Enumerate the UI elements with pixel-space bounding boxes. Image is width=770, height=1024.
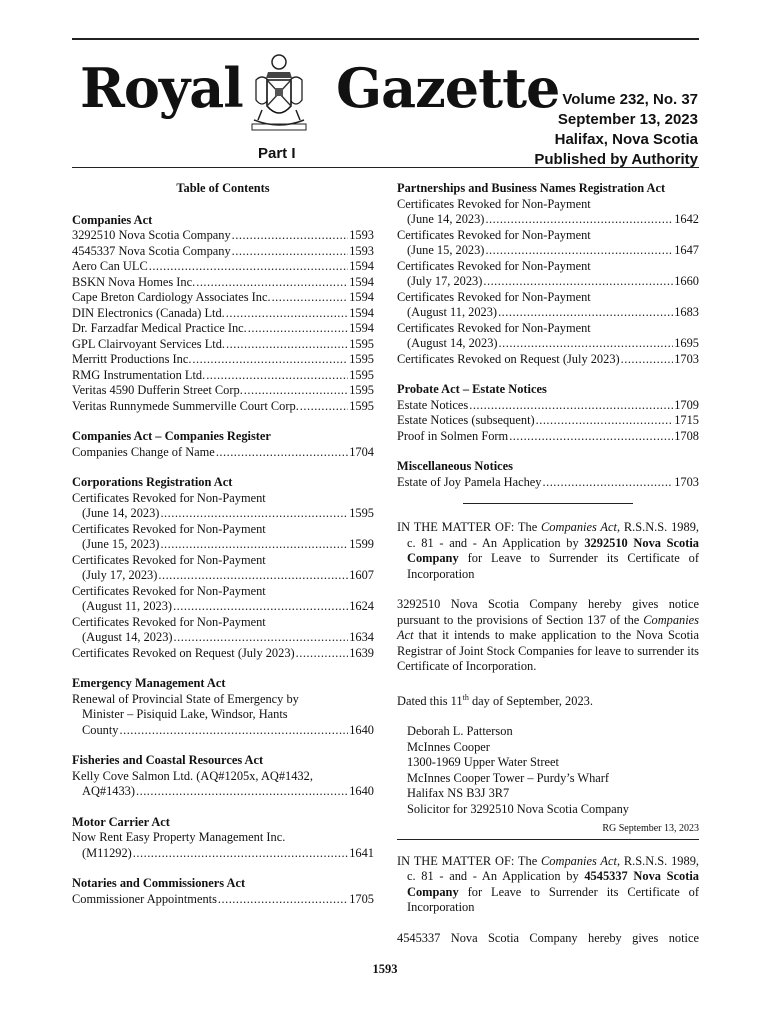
toc-entry-title: GPL Clairvoyant Services Ltd. [72, 336, 226, 351]
toc-page-number: 1708 [674, 428, 699, 443]
dot-leader [483, 274, 673, 290]
toc-entry[interactable] [397, 398, 699, 414]
toc-entry-title: Companies Change of Name [72, 444, 215, 459]
dot-leader [232, 228, 349, 244]
toc-entry[interactable] [72, 275, 374, 291]
toc-entry-label: Certificates Revoked for Non-Payment [72, 583, 266, 598]
toc-page-number: 1607 [349, 568, 374, 582]
toc-page-number: 1634 [349, 630, 374, 644]
toc-page-number: 1624 [349, 599, 374, 613]
dot-leader [469, 398, 673, 414]
dot-leader [244, 383, 348, 399]
dot-leader [160, 506, 348, 522]
toc-entry-label: Certificates Revoked for Non-Payment [397, 227, 591, 242]
toc-page-number: 1594 [349, 274, 374, 289]
toc-entry-title: Merritt Productions Inc. [72, 352, 192, 366]
dot-leader [218, 892, 348, 908]
volume-number: Volume 232, No. 37 [562, 91, 698, 108]
dot-leader [196, 275, 348, 291]
masthead-top-rule [72, 38, 699, 40]
address-line: 1300-1969 Upper Water Street [407, 755, 559, 770]
dot-leader [248, 321, 348, 337]
toc-entry-label: Certificates Revoked for Non-Payment [397, 289, 591, 304]
toc-entry-title: Dr. Farzadfar Medical Practice Inc. [72, 321, 247, 335]
dot-leader [232, 244, 349, 260]
toc-entry[interactable] [72, 630, 374, 646]
toc-entry[interactable] [72, 244, 374, 260]
toc-heading-register: Companies Act – Companies Register [72, 429, 271, 443]
toc-entry[interactable] [72, 599, 374, 615]
dot-leader [300, 399, 348, 415]
toc-entry-title: (August 14, 2023) [82, 630, 173, 644]
toc-entry[interactable] [72, 892, 374, 908]
toc-entry-title: (June 15, 2023) [407, 243, 485, 257]
toc-entry-title: BSKN Nova Homes Inc. [72, 274, 196, 289]
toc-probate-list [397, 398, 699, 445]
toc-entry-label: Certificates Revoked for Non-Payment [72, 521, 266, 536]
toc-entry-title: DIN Electronics (Canada) Ltd. [72, 305, 225, 320]
notice1-address [397, 724, 699, 817]
toc-entry[interactable] [72, 259, 374, 275]
notice1-rg-date: RG September 13, 2023 [602, 823, 699, 835]
dot-leader [160, 537, 348, 553]
toc-entry[interactable] [72, 445, 374, 461]
toc-entry-title: Commissioner Appointments [72, 891, 217, 906]
coat-of-arms-icon [246, 50, 312, 140]
toc-page-number: 1594 [349, 305, 374, 320]
toc-page-number: 1683 [674, 305, 699, 319]
toc-page-number: 1593 [349, 243, 374, 258]
section-divider [463, 503, 633, 504]
dot-leader [173, 599, 348, 615]
notice1-matter: IN THE MATTER OF: The Companies Act, R.S.N.S. 1989, c. 81 - and - An Application by 3292510 Nova Scotia Company for Leave to Surrender its Certificate of Incorporation [397, 520, 699, 581]
toc-heading-emergency: Emergency Management Act [72, 676, 226, 690]
toc-page-number: 1709 [674, 397, 699, 412]
dot-leader [226, 337, 348, 353]
toc-entry[interactable] [397, 305, 699, 321]
toc-page-number: 1594 [349, 290, 374, 304]
toc-entry[interactable] [72, 368, 374, 384]
toc-page-number: 1595 [349, 506, 374, 520]
masthead-word-royal: Royal [80, 56, 243, 120]
toc-entry[interactable]: AQ#1433) ..... 1640 [72, 784, 374, 800]
toc-heading-notaries: Notaries and Commissioners Act [72, 876, 246, 890]
toc-entry[interactable] [72, 290, 374, 306]
toc-entry[interactable] [72, 568, 374, 584]
published-by: Published by Authority [534, 151, 698, 168]
toc-page-number: 1595 [349, 383, 374, 397]
address-line: McInnes Cooper Tower – Purdy’s Wharf [407, 770, 610, 785]
toc-corporations-list [72, 491, 374, 646]
toc-entry-label: Certificates Revoked for Non-Payment [72, 614, 266, 629]
toc-entry[interactable]: Certificates Revoked on Request (July 2023) ..... 1703 [397, 352, 699, 368]
toc-page-number: 1705 [349, 891, 374, 906]
dot-leader [485, 212, 673, 228]
toc-entry-title: (June 14, 2023) [82, 506, 160, 520]
toc-entry-title: Cape Breton Cardiology Associates Inc. [72, 290, 271, 304]
toc-heading-probate: Probate Act – Estate Notices [397, 382, 547, 396]
toc-entry-title: Estate Notices [397, 397, 469, 412]
address-line: McInnes Cooper [407, 739, 490, 754]
toc-entry[interactable]: County ..... 1640 [72, 723, 374, 739]
toc-entry-label: Certificates Revoked for Non-Payment [397, 258, 591, 273]
dot-leader [206, 368, 348, 384]
toc-heading-partnerships: Partnerships and Business Names Registration Act [397, 181, 666, 195]
toc-heading-fisheries: Fisheries and Coastal Resources Act [72, 753, 264, 767]
toc-entry-text: Minister – Pisiquid Lake, Windsor, Hants [82, 707, 288, 721]
address-line: Deborah L. Patterson [407, 724, 513, 739]
toc-entry-title: RMG Instrumentation Ltd. [72, 367, 206, 382]
dot-leader [174, 630, 349, 646]
toc-entry-title: (June 15, 2023) [82, 537, 160, 551]
toc-entry[interactable] [72, 228, 374, 244]
toc-page-number: 1594 [349, 321, 374, 335]
notice1-body: 3292510 Nova Scotia Company hereby gives notice pursuant to the provisions of Section 137 of the Companies Act that it intends to make application to the Nova Scotia Registrar of Joint Stock Companies for leave to surrender its Certificate of Incorporation. [397, 597, 699, 673]
toc-page-number: 1703 [674, 474, 699, 489]
dot-leader [272, 290, 349, 306]
toc-entry[interactable] [397, 243, 699, 259]
dot-leader [226, 306, 348, 322]
toc-page-number: 1594 [349, 259, 374, 273]
toc-entry-title: (August 14, 2023) [407, 336, 498, 350]
toc-entry-title: (August 11, 2023) [82, 599, 173, 613]
toc-page-number: 1599 [349, 537, 374, 551]
toc-entry-title: (August 11, 2023) [407, 305, 498, 319]
toc-register-list [72, 445, 374, 461]
page-number: 1593 [372, 962, 398, 976]
issue-place: Halifax, Nova Scotia [554, 131, 698, 148]
toc-entry-title: Aero Can ULC [72, 259, 148, 273]
dot-leader [543, 475, 674, 491]
masthead-bottom-rule [72, 167, 699, 168]
toc-right-column [397, 181, 699, 946]
toc-left-column [72, 181, 374, 907]
toc-entry-title: Estate of Joy Pamela Hachey [397, 474, 542, 489]
toc-entry[interactable] [72, 321, 374, 337]
toc-page-number: 1647 [674, 243, 699, 257]
toc-page-number: 1695 [674, 336, 699, 350]
toc-page-number: 1595 [349, 367, 374, 382]
toc-page-number: 1715 [674, 413, 699, 427]
toc-entry-title: (June 14, 2023) [407, 212, 485, 226]
toc-companies-list [72, 228, 374, 414]
toc-heading-companies: Companies Act [72, 212, 153, 227]
dot-leader [216, 445, 348, 461]
toc-entry-label: Certificates Revoked for Non-Payment [397, 320, 591, 335]
notice-divider [397, 839, 699, 840]
toc-entry[interactable] [397, 212, 699, 228]
issue-date: September 13, 2023 [557, 111, 698, 128]
toc-entry-title: 3292510 Nova Scotia Company [72, 228, 231, 242]
dot-leader [149, 259, 349, 275]
toc-entry[interactable] [397, 413, 699, 429]
dot-leader [192, 352, 348, 368]
toc-entry-title: (July 17, 2023) [407, 274, 483, 288]
dot-leader [536, 413, 674, 429]
toc-entry[interactable] [397, 274, 699, 290]
dot-leader [485, 243, 673, 259]
toc-page-number: 1704 [349, 444, 374, 459]
toc-page-number: 1593 [349, 228, 374, 242]
toc-entry[interactable] [72, 383, 374, 399]
toc-entry[interactable] [72, 506, 374, 522]
notice2-matter: IN THE MATTER OF: The Companies Act, R.S.N.S. 1989, c. 81 - and - An Application by 4545337 Nova Scotia Company for Leave to Surrender its Certificate of Incorporation [397, 853, 699, 915]
toc-entry[interactable] [72, 352, 374, 368]
toc-entry[interactable] [397, 336, 699, 352]
toc-entry-title: (July 17, 2023) [82, 568, 158, 582]
dot-leader [509, 429, 673, 445]
toc-title: Table of Contents [176, 181, 270, 195]
notice1-dated: Dated this 11th day of September, 2023. [397, 692, 593, 708]
toc-entry-label: Certificates Revoked for Non-Payment [397, 196, 591, 211]
toc-heading-misc: Miscellaneous Notices [397, 459, 513, 473]
toc-notaries-list [72, 892, 374, 908]
toc-entry[interactable] [397, 429, 699, 445]
toc-entry-text: Now Rent Easy Property Management Inc. [72, 830, 286, 844]
toc-page-number: 1595 [349, 336, 374, 351]
toc-entry[interactable]: Certificates Revoked on Request (July 2023) ..... 1639 [72, 646, 374, 662]
toc-entry-title: Veritas Runnymede Summerville Court Corp. [72, 398, 299, 413]
masthead-word-gazette: Gazette [336, 56, 560, 120]
toc-page-number: 1595 [349, 352, 374, 366]
address-line: Solicitor for 3292510 Nova Scotia Company [407, 801, 629, 816]
notice2-body: 4545337 Nova Scotia Company hereby gives notice [397, 930, 699, 945]
toc-entry-label: Certificates Revoked for Non-Payment [72, 490, 266, 505]
toc-entry-title: Proof in Solmen Form [397, 428, 509, 443]
toc-entry[interactable] [397, 475, 699, 491]
toc-partnerships-list [397, 197, 699, 352]
dot-leader [158, 568, 348, 584]
toc-entry-title: Veritas 4590 Dufferin Street Corp. [72, 383, 243, 397]
issue-info [534, 90, 698, 170]
toc-entry-title: Estate Notices (subsequent) [397, 413, 535, 427]
address-line: Halifax NS B3J 3R7 [407, 786, 510, 801]
part-label: Part I [258, 145, 296, 162]
toc-page-number: 1595 [349, 398, 374, 413]
toc-heading-corporations: Corporations Registration Act [72, 475, 233, 489]
dot-leader [499, 336, 674, 352]
toc-entry[interactable] [72, 306, 374, 322]
toc-entry-text: Renewal of Provincial State of Emergency by [72, 691, 299, 706]
toc-heading-motor: Motor Carrier Act [72, 814, 170, 829]
toc-entry[interactable] [72, 399, 374, 415]
toc-entry-text: Kelly Cove Salmon Ltd. (AQ#1205x, AQ#1432, [72, 768, 313, 783]
toc-entry[interactable] [72, 537, 374, 553]
toc-entry[interactable] [72, 337, 374, 353]
toc-page-number: 1660 [674, 274, 699, 288]
toc-entry-label: Certificates Revoked for Non-Payment [72, 552, 266, 567]
toc-page-number: 1642 [674, 212, 699, 226]
toc-entry[interactable]: (M11292) ..... 1641 [72, 846, 374, 862]
dot-leader [498, 305, 673, 321]
toc-misc-list [397, 475, 699, 491]
toc-entry-title: 4545337 Nova Scotia Company [72, 243, 231, 258]
